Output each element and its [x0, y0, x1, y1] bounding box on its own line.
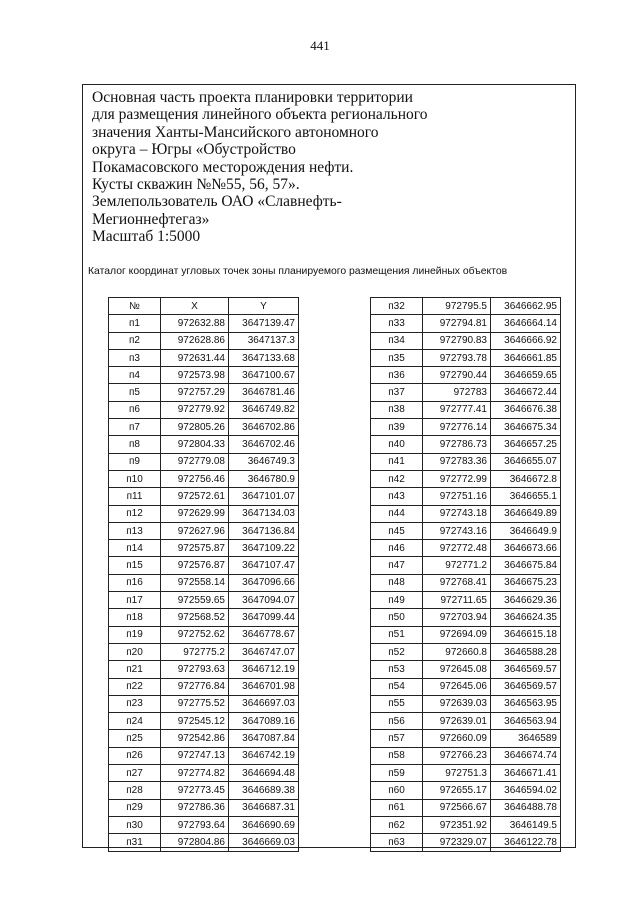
point-number: п34	[371, 332, 423, 349]
title-line: значения Ханты-Мансийского автономного	[92, 123, 379, 141]
point-number: п35	[371, 349, 423, 366]
coord-y: 3646781.46	[229, 384, 299, 401]
table-row	[109, 384, 299, 401]
table-row	[109, 592, 299, 609]
point-number: п60	[371, 782, 423, 799]
coord-x: 972793.78	[423, 349, 491, 366]
point-number: п4	[109, 367, 161, 384]
coord-y: 3646673.66	[491, 540, 561, 557]
table-row	[371, 816, 561, 833]
coord-y: 3646659.65	[491, 367, 561, 384]
table-row	[371, 730, 561, 747]
table-row	[109, 643, 299, 660]
point-number: п14	[109, 540, 161, 557]
point-number: п63	[371, 834, 423, 851]
point-number: п3	[109, 349, 161, 366]
coord-x: 972783.36	[423, 453, 491, 470]
coord-y: 3646594.02	[491, 782, 561, 799]
table-row	[109, 436, 299, 453]
coord-x: 972545.12	[161, 713, 229, 730]
table-row	[109, 332, 299, 349]
point-number: п20	[109, 643, 161, 660]
coord-y: 3646675.84	[491, 557, 561, 574]
table-row	[109, 453, 299, 470]
coord-x: 972776.14	[423, 419, 491, 436]
coord-y: 3647137.3	[229, 332, 299, 349]
coord-x: 972639.01	[423, 713, 491, 730]
point-number: п37	[371, 384, 423, 401]
table-row	[371, 470, 561, 487]
table-row	[109, 626, 299, 643]
coord-y: 3647096.66	[229, 574, 299, 591]
point-number: п51	[371, 626, 423, 643]
point-number: п6	[109, 401, 161, 418]
coord-y: 3646749.82	[229, 401, 299, 418]
title-line: Покамасовского месторождения нефти.	[92, 158, 354, 176]
coord-y: 3646672.44	[491, 384, 561, 401]
coord-x: 972772.99	[423, 470, 491, 487]
coord-x: 972779.92	[161, 401, 229, 418]
point-number: п24	[109, 713, 161, 730]
title-line: Землепользователь ОАО «Славнефть-	[92, 193, 342, 211]
point-number: п13	[109, 522, 161, 539]
coord-x: 972783	[423, 384, 491, 401]
coord-x: 972793.63	[161, 661, 229, 678]
table-row	[371, 799, 561, 816]
point-number: п33	[371, 315, 423, 332]
coord-y: 3647089.16	[229, 713, 299, 730]
coord-x: 972568.52	[161, 609, 229, 626]
table-row	[109, 488, 299, 505]
coord-y: 3646687.31	[229, 799, 299, 816]
table-header-row	[109, 298, 299, 315]
coord-x: 972757.29	[161, 384, 229, 401]
table-row	[109, 747, 299, 764]
title-line: округа – Югры «Обустройство	[92, 141, 296, 159]
title-line: Мегионнефтегаз»	[92, 210, 210, 228]
coord-y: 3646615.18	[491, 626, 561, 643]
point-number: п48	[371, 574, 423, 591]
coord-x: 972639.03	[423, 695, 491, 712]
point-number: п47	[371, 557, 423, 574]
table-row	[371, 522, 561, 539]
coord-x: 972786.73	[423, 436, 491, 453]
point-number: п53	[371, 661, 423, 678]
coord-y: 3646664.14	[491, 315, 561, 332]
table-row	[109, 505, 299, 522]
point-number: п39	[371, 419, 423, 436]
coord-y: 3646742.19	[229, 747, 299, 764]
coord-x: 972660.8	[423, 643, 491, 660]
coord-y: 3646657.25	[491, 436, 561, 453]
point-number: п50	[371, 609, 423, 626]
coord-x: 972794.81	[423, 315, 491, 332]
point-number: п62	[371, 816, 423, 833]
page-number: 441	[310, 38, 330, 53]
table-row	[371, 453, 561, 470]
coordinates-table-left	[108, 297, 299, 852]
coord-x: 972573.98	[161, 367, 229, 384]
table-row	[371, 384, 561, 401]
point-number: п30	[109, 816, 161, 833]
coord-y: 3646749.3	[229, 453, 299, 470]
header-y: Y	[229, 298, 299, 315]
table-row	[371, 661, 561, 678]
project-title	[92, 89, 432, 246]
coord-y: 3646624.35	[491, 609, 561, 626]
coord-y: 3646661.85	[491, 349, 561, 366]
point-number: п11	[109, 488, 161, 505]
point-number: п42	[371, 470, 423, 487]
table-row	[371, 419, 561, 436]
point-number: п32	[371, 298, 423, 315]
table-row	[109, 401, 299, 418]
coord-x: 972559.65	[161, 592, 229, 609]
point-number: п45	[371, 522, 423, 539]
coord-x: 972774.82	[161, 765, 229, 782]
coord-y: 3646778.67	[229, 626, 299, 643]
point-number: п55	[371, 695, 423, 712]
coord-y: 3647109.22	[229, 540, 299, 557]
table-row	[109, 609, 299, 626]
point-number: п56	[371, 713, 423, 730]
point-number: п36	[371, 367, 423, 384]
table-row	[371, 713, 561, 730]
coord-x: 972752.62	[161, 626, 229, 643]
coord-y: 3647107.47	[229, 557, 299, 574]
table-row	[109, 367, 299, 384]
coord-x: 972768.41	[423, 574, 491, 591]
table-row	[109, 816, 299, 833]
table-row	[371, 367, 561, 384]
coord-y: 3646747.07	[229, 643, 299, 660]
coord-y: 3646712.19	[229, 661, 299, 678]
point-number: п21	[109, 661, 161, 678]
coord-x: 972558.14	[161, 574, 229, 591]
coord-y: 3646689.38	[229, 782, 299, 799]
coord-y: 3646694.48	[229, 765, 299, 782]
coord-y: 3646488.78	[491, 799, 561, 816]
coord-x: 972776.84	[161, 678, 229, 695]
point-number: п8	[109, 436, 161, 453]
coord-x: 972771.2	[423, 557, 491, 574]
point-number: п54	[371, 678, 423, 695]
coord-x: 972629.99	[161, 505, 229, 522]
point-number: п5	[109, 384, 161, 401]
coord-y: 3646675.23	[491, 574, 561, 591]
table-row	[371, 765, 561, 782]
coord-x: 972572.61	[161, 488, 229, 505]
table-row	[371, 747, 561, 764]
table-row	[371, 834, 561, 851]
coord-x: 972660.09	[423, 730, 491, 747]
coord-x: 972790.83	[423, 332, 491, 349]
title-line: Кусты скважин №№55, 56, 57».	[92, 176, 300, 194]
point-number: п31	[109, 834, 161, 851]
coord-y: 3646569.57	[491, 661, 561, 678]
table-row	[371, 609, 561, 626]
point-number: п27	[109, 765, 161, 782]
point-number: п22	[109, 678, 161, 695]
coord-y: 3647094.07	[229, 592, 299, 609]
coord-y: 3646702.86	[229, 419, 299, 436]
coord-y: 3646662.95	[491, 298, 561, 315]
coord-x: 972793.64	[161, 816, 229, 833]
coord-x: 972743.16	[423, 522, 491, 539]
coord-y: 3647099.44	[229, 609, 299, 626]
coord-y: 3646149.5	[491, 816, 561, 833]
table-row	[109, 661, 299, 678]
coord-y: 3646649.9	[491, 522, 561, 539]
coord-x: 972694.09	[423, 626, 491, 643]
coord-x: 972786.36	[161, 799, 229, 816]
table-row	[109, 713, 299, 730]
coord-y: 3647101.07	[229, 488, 299, 505]
point-number: п49	[371, 592, 423, 609]
coord-x: 972645.08	[423, 661, 491, 678]
coord-y: 3647100.67	[229, 367, 299, 384]
header-x: X	[161, 298, 229, 315]
coord-y: 3646569.57	[491, 678, 561, 695]
coord-y: 3646588.28	[491, 643, 561, 660]
point-number: п41	[371, 453, 423, 470]
coord-y: 3646702.46	[229, 436, 299, 453]
table-row	[109, 522, 299, 539]
coord-x: 972766.23	[423, 747, 491, 764]
coord-x: 972772.48	[423, 540, 491, 557]
point-number: п40	[371, 436, 423, 453]
coord-y: 3646701.98	[229, 678, 299, 695]
coord-x: 972542.86	[161, 730, 229, 747]
point-number: п15	[109, 557, 161, 574]
coord-y: 3646563.95	[491, 695, 561, 712]
point-number: п57	[371, 730, 423, 747]
table-row	[109, 574, 299, 591]
point-number: п61	[371, 799, 423, 816]
coord-y: 3646589	[491, 730, 561, 747]
point-number: п12	[109, 505, 161, 522]
point-number: п43	[371, 488, 423, 505]
table-row	[109, 799, 299, 816]
coord-x: 972655.17	[423, 782, 491, 799]
table-row	[371, 695, 561, 712]
point-number: п19	[109, 626, 161, 643]
point-number: п59	[371, 765, 423, 782]
table-row	[109, 782, 299, 799]
title-line: Масштаб 1:5000	[92, 228, 201, 246]
coord-y: 3646690.69	[229, 816, 299, 833]
coord-y: 3646655.07	[491, 453, 561, 470]
coord-x: 972711.65	[423, 592, 491, 609]
title-line: Основная часть проекта планировки территории	[92, 89, 413, 106]
point-number: п23	[109, 695, 161, 712]
coord-y: 3646780.9	[229, 470, 299, 487]
coord-y: 3646563.94	[491, 713, 561, 730]
point-number: п1	[109, 315, 161, 332]
point-number: п38	[371, 401, 423, 418]
point-number: п18	[109, 609, 161, 626]
table-row	[371, 782, 561, 799]
table-row	[371, 626, 561, 643]
point-number: п26	[109, 747, 161, 764]
coord-y: 3646672.8	[491, 470, 561, 487]
point-number: п17	[109, 592, 161, 609]
table-row	[109, 470, 299, 487]
coord-x: 972632.88	[161, 315, 229, 332]
coord-x: 972628.86	[161, 332, 229, 349]
coord-x: 972804.86	[161, 834, 229, 851]
coord-x: 972775.52	[161, 695, 229, 712]
table-row	[371, 557, 561, 574]
point-number: п7	[109, 419, 161, 436]
table-row	[371, 643, 561, 660]
coord-x: 972779.08	[161, 453, 229, 470]
header-number: №	[109, 298, 161, 315]
coord-y: 3647133.68	[229, 349, 299, 366]
coord-x: 972777.41	[423, 401, 491, 418]
table-row	[371, 401, 561, 418]
coord-y: 3646655.1	[491, 488, 561, 505]
coord-x: 972756.46	[161, 470, 229, 487]
table-row	[371, 349, 561, 366]
coord-x: 972351.92	[423, 816, 491, 833]
point-number: п58	[371, 747, 423, 764]
coord-x: 972329.07	[423, 834, 491, 851]
coord-y: 3647136.84	[229, 522, 299, 539]
coord-y: 3646122.78	[491, 834, 561, 851]
coord-x: 972576.87	[161, 557, 229, 574]
coord-x: 972804.33	[161, 436, 229, 453]
table-row	[371, 505, 561, 522]
coord-y: 3647134.03	[229, 505, 299, 522]
coord-y: 3646649.89	[491, 505, 561, 522]
coord-x: 972703.94	[423, 609, 491, 626]
table-row	[109, 678, 299, 695]
coord-x: 972751.16	[423, 488, 491, 505]
point-number: п46	[371, 540, 423, 557]
coord-y: 3646697.03	[229, 695, 299, 712]
coord-x: 972631.44	[161, 349, 229, 366]
coord-y: 3646671.41	[491, 765, 561, 782]
coord-x: 972575.87	[161, 540, 229, 557]
point-number: п44	[371, 505, 423, 522]
coord-x: 972566.67	[423, 799, 491, 816]
point-number: п25	[109, 730, 161, 747]
table-row	[109, 834, 299, 851]
coord-y: 3646675.34	[491, 419, 561, 436]
table-row	[371, 298, 561, 315]
point-number: п52	[371, 643, 423, 660]
coord-y: 3646669.03	[229, 834, 299, 851]
table-row	[371, 592, 561, 609]
coord-x: 972627.96	[161, 522, 229, 539]
table-row	[109, 557, 299, 574]
point-number: п2	[109, 332, 161, 349]
catalog-caption: Каталог координат угловых точек зоны планируемого размещения линейных объектов	[88, 266, 508, 277]
coord-x: 972795.5	[423, 298, 491, 315]
table-row	[371, 488, 561, 505]
table-row	[371, 678, 561, 695]
coord-y: 3646666.92	[491, 332, 561, 349]
table-row	[371, 332, 561, 349]
coord-x: 972805.26	[161, 419, 229, 436]
table-row	[371, 540, 561, 557]
table-row	[371, 436, 561, 453]
coord-x: 972790.44	[423, 367, 491, 384]
point-number: п28	[109, 782, 161, 799]
coord-x: 972747.13	[161, 747, 229, 764]
coord-x: 972751.3	[423, 765, 491, 782]
table-row	[109, 730, 299, 747]
table-row	[371, 315, 561, 332]
coord-y: 3647087.84	[229, 730, 299, 747]
coord-x: 972775.2	[161, 643, 229, 660]
table-row	[109, 419, 299, 436]
table-row	[109, 695, 299, 712]
point-number: п16	[109, 574, 161, 591]
title-line: для размещения линейного объекта регионального	[92, 106, 428, 124]
coord-x: 972645.06	[423, 678, 491, 695]
table-row	[109, 540, 299, 557]
coord-x: 972773.45	[161, 782, 229, 799]
point-number: п9	[109, 453, 161, 470]
table-row	[109, 349, 299, 366]
coord-y: 3646629.36	[491, 592, 561, 609]
coord-y: 3647139.47	[229, 315, 299, 332]
table-row	[109, 765, 299, 782]
table-row	[109, 315, 299, 332]
point-number: п10	[109, 470, 161, 487]
point-number: п29	[109, 799, 161, 816]
coord-y: 3646676.38	[491, 401, 561, 418]
coord-y: 3646674.74	[491, 747, 561, 764]
coord-x: 972743.18	[423, 505, 491, 522]
coordinates-table-right	[370, 297, 561, 852]
table-row	[371, 574, 561, 591]
